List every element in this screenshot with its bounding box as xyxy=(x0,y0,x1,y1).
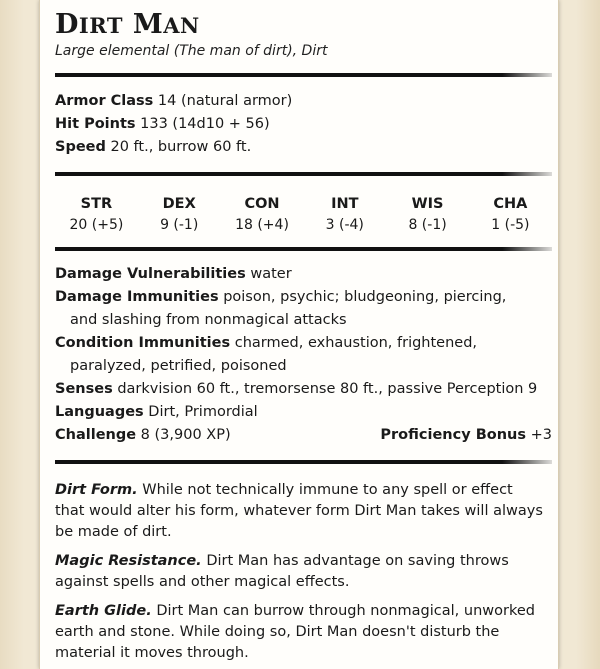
trait-text: While not technically immune to any spell or effect that would alter his form, whatever form Dirt Man takes will always be made of dirt. xyxy=(55,482,543,540)
damage-immunities-continuation: and slashing from nonmagical attacks xyxy=(70,312,347,328)
senses-label: Senses xyxy=(55,381,113,397)
damage-immunities-label: Damage Immunities xyxy=(55,289,219,305)
challenge-line xyxy=(55,427,231,443)
hit-points-line xyxy=(55,116,270,132)
proficiency-bonus-value: +3 xyxy=(530,427,552,443)
ability-value: 8 (-1) xyxy=(408,217,447,233)
trait-earth-glide xyxy=(55,601,545,664)
trait-name: Earth Glide. xyxy=(55,603,152,619)
condition-immunities-continuation: paralyzed, petrified, poisoned xyxy=(70,358,287,374)
languages-value: Dirt, Primordial xyxy=(148,404,258,420)
trait-text: Dirt Man has advantage on saving throws against spells and other magical effects. xyxy=(55,553,509,590)
proficiency-bonus-line xyxy=(380,427,552,443)
trait-text: Dirt Man can burrow through nonmagical, unworked earth and stone. While doing so, Dirt Man doesn't disturb the material it moves through. xyxy=(55,603,535,661)
armor-class-value: 14 (natural armor) xyxy=(157,93,293,109)
divider-rule xyxy=(55,460,552,464)
damage-vulnerabilities-value: water xyxy=(250,266,292,282)
trait-dirt-form xyxy=(55,480,545,543)
ability-value: 1 (-5) xyxy=(491,217,530,233)
damage-immunities-value: poison, psychic; bludgeoning, piercing, xyxy=(223,289,507,305)
challenge-value: 8 (3,900 XP) xyxy=(140,427,231,443)
hit-points-value: 133 (14d10 + 56) xyxy=(140,116,270,132)
divider-rule xyxy=(55,247,552,251)
ability-name: CHA xyxy=(493,196,528,212)
ability-value: 3 (-4) xyxy=(325,217,364,233)
damage-vulnerabilities-label: Damage Vulnerabilities xyxy=(55,266,246,282)
ability-name: WIS xyxy=(411,196,444,212)
divider-rule xyxy=(55,172,552,176)
armor-class-line xyxy=(55,93,292,109)
ability-value: 9 (-1) xyxy=(160,217,199,233)
senses-value: darkvision 60 ft., tremorsense 80 ft., passive Perception 9 xyxy=(117,381,538,397)
ability-str xyxy=(55,194,138,236)
monster-name: DIRT MAN xyxy=(55,9,200,40)
speed-line xyxy=(55,139,251,155)
monster-subtitle: Large elemental (The man of dirt), Dirt xyxy=(55,43,328,59)
ability-scores xyxy=(55,194,552,236)
trait-name: Magic Resistance. xyxy=(55,553,202,569)
hit-points-label: Hit Points xyxy=(55,116,136,132)
challenge-label: Challenge xyxy=(55,427,137,443)
ability-name: STR xyxy=(80,196,113,212)
stat-block xyxy=(39,0,559,669)
condition-immunities-line xyxy=(55,335,477,351)
ability-int xyxy=(303,194,386,236)
ability-dex xyxy=(138,194,221,236)
speed-value: 20 ft., burrow 60 ft. xyxy=(110,139,252,155)
damage-immunities-line xyxy=(55,289,506,305)
speed-label: Speed xyxy=(55,139,106,155)
ability-con xyxy=(221,194,304,236)
ability-name: CON xyxy=(244,196,280,212)
armor-class-label: Armor Class xyxy=(55,93,154,109)
trait-name: Dirt Form. xyxy=(55,482,138,498)
ability-value: 18 (+4) xyxy=(235,217,289,233)
damage-vulnerabilities-line xyxy=(55,266,292,282)
languages-label: Languages xyxy=(55,404,144,420)
divider-rule xyxy=(55,73,552,77)
languages-line xyxy=(55,404,258,420)
ability-wis xyxy=(386,194,469,236)
ability-name: INT xyxy=(331,196,359,212)
trait-magic-resistance xyxy=(55,551,545,593)
proficiency-bonus-label: Proficiency Bonus xyxy=(380,427,527,443)
senses-line xyxy=(55,381,537,397)
condition-immunities-label: Condition Immunities xyxy=(55,335,231,351)
ability-name: DEX xyxy=(162,196,196,212)
ability-value: 20 (+5) xyxy=(69,217,124,233)
condition-immunities-value: charmed, exhaustion, frightened, xyxy=(234,335,478,351)
ability-cha xyxy=(469,194,552,236)
